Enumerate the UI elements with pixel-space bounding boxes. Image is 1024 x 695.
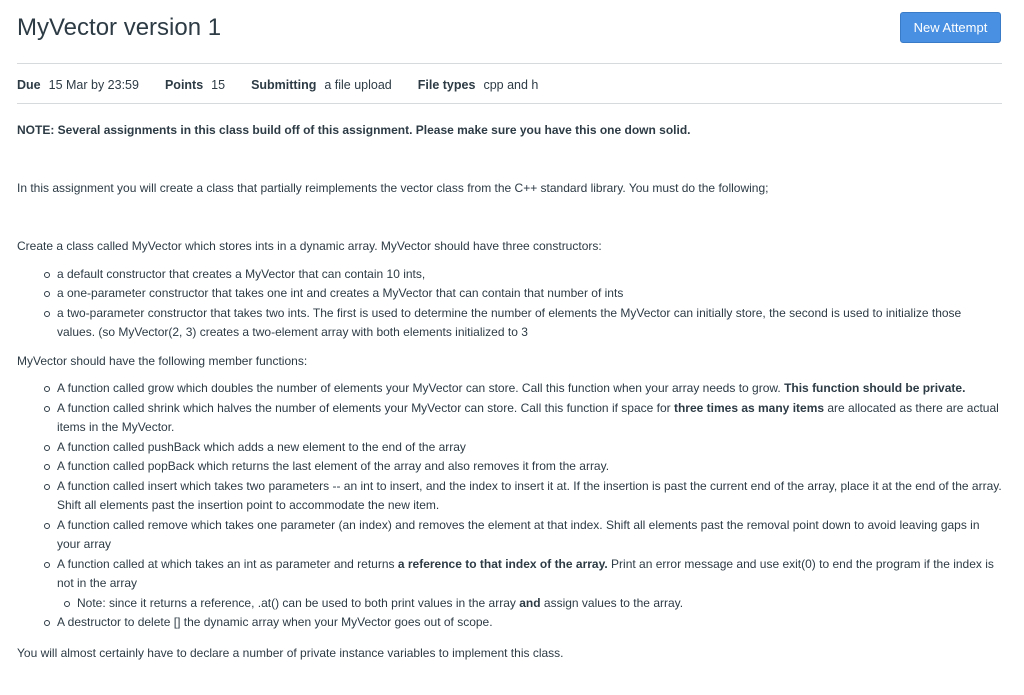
list-item: A function called popBack which returns the last element of the array and also removes it from the array. bbox=[57, 457, 1002, 477]
list-item: A function called pushBack which adds a new element to the end of the array bbox=[57, 438, 1002, 458]
list-item: a one-parameter constructor that takes one int and creates a MyVector that can contain that number of ints bbox=[57, 284, 1002, 304]
list-item: a default constructor that creates a MyVector that can contain 10 ints, bbox=[57, 265, 1002, 285]
points-value: 15 bbox=[211, 78, 226, 92]
submitting-value: a file upload bbox=[324, 78, 392, 92]
list-item: a two-parameter constructor that takes two ints. The first is used to determine the number of elements the MyVector can initially store, the second is used to initialize those values. (so MyVector(2, 3) creates a two-element array with both elements initialized to 3 bbox=[57, 304, 1002, 343]
list-item bbox=[57, 555, 1002, 614]
shrink-text: A function called shrink which halves the number of elements your MyVector can store. Call this function if space for bbox=[57, 400, 674, 415]
list-item: A function called insert which takes two parameters -- an int to insert, and the index to insert it at. If the insertion is past the current end of the array, place it at the end of the array. Shift all elements past the insertion point to accommodate the new item. bbox=[57, 477, 1002, 516]
divider bbox=[17, 63, 1002, 64]
grow-bold: This function should be private. bbox=[784, 381, 966, 395]
list-item bbox=[77, 594, 1002, 614]
members-paragraph: MyVector should have the following member functions: bbox=[17, 353, 308, 368]
at-bold: a reference to that index of the array. bbox=[397, 556, 608, 571]
at-text: A function called at which takes an int as parameter and returns bbox=[57, 556, 398, 571]
intro-paragraph: In this assignment you will create a class that partially reimplements the vector class from the C++ standard library. You must do the following; bbox=[17, 180, 769, 195]
page-title: MyVector version 1 bbox=[17, 14, 222, 41]
at-note-text: Note: since it returns a reference, .at() can be used to both print values in the array bbox=[77, 595, 520, 610]
file-types-label: File types bbox=[417, 78, 476, 92]
assignment-description bbox=[17, 121, 1002, 663]
grow-text: A function called grow which doubles the number of elements your MyVector can store. Call this function when your array needs to grow. bbox=[57, 381, 785, 395]
file-types-value: cpp and h bbox=[483, 78, 539, 92]
list-item bbox=[57, 399, 1002, 438]
at-note-text-end: assign values to the array. bbox=[540, 595, 684, 610]
shrink-text-end: are allocated as there are actual items in the MyVector. bbox=[57, 400, 999, 434]
new-attempt-button[interactable]: New Attempt bbox=[900, 12, 1001, 43]
closing-paragraph: You will almost certainly have to declare a number of private instance variables to implement this class. bbox=[17, 645, 564, 660]
create-paragraph: Create a class called MyVector which stores ints in a dynamic array. MyVector should have three constructors: bbox=[17, 239, 602, 253]
divider bbox=[17, 103, 1002, 104]
points-label: Points bbox=[164, 78, 204, 92]
at-text-end: Print an error message and use exit(0) to end the program if the index is not in the array bbox=[57, 556, 994, 590]
list-item: A destructor to delete [] the dynamic array when your MyVector goes out of scope. bbox=[57, 613, 1002, 633]
constructor-list bbox=[17, 265, 1002, 343]
shrink-bold: three times as many items bbox=[673, 400, 825, 415]
at-note-list bbox=[57, 594, 1002, 614]
list-item bbox=[57, 379, 1002, 399]
due-label: Due bbox=[17, 78, 41, 92]
at-note-bold: and bbox=[519, 595, 541, 610]
member-function-list bbox=[17, 379, 1002, 633]
due-value: 15 Mar by 23:59 bbox=[48, 78, 139, 92]
note-paragraph: NOTE: Several assignments in this class build off of this assignment. Please make sure you have this one down solid. bbox=[17, 123, 691, 137]
list-item: A function called remove which takes one parameter (an index) and removes the element at that index. Shift all elements past the removal point down to avoid leaving gaps in your array bbox=[57, 516, 1002, 555]
submitting-label: Submitting bbox=[251, 78, 317, 92]
assignment-details bbox=[17, 77, 564, 93]
